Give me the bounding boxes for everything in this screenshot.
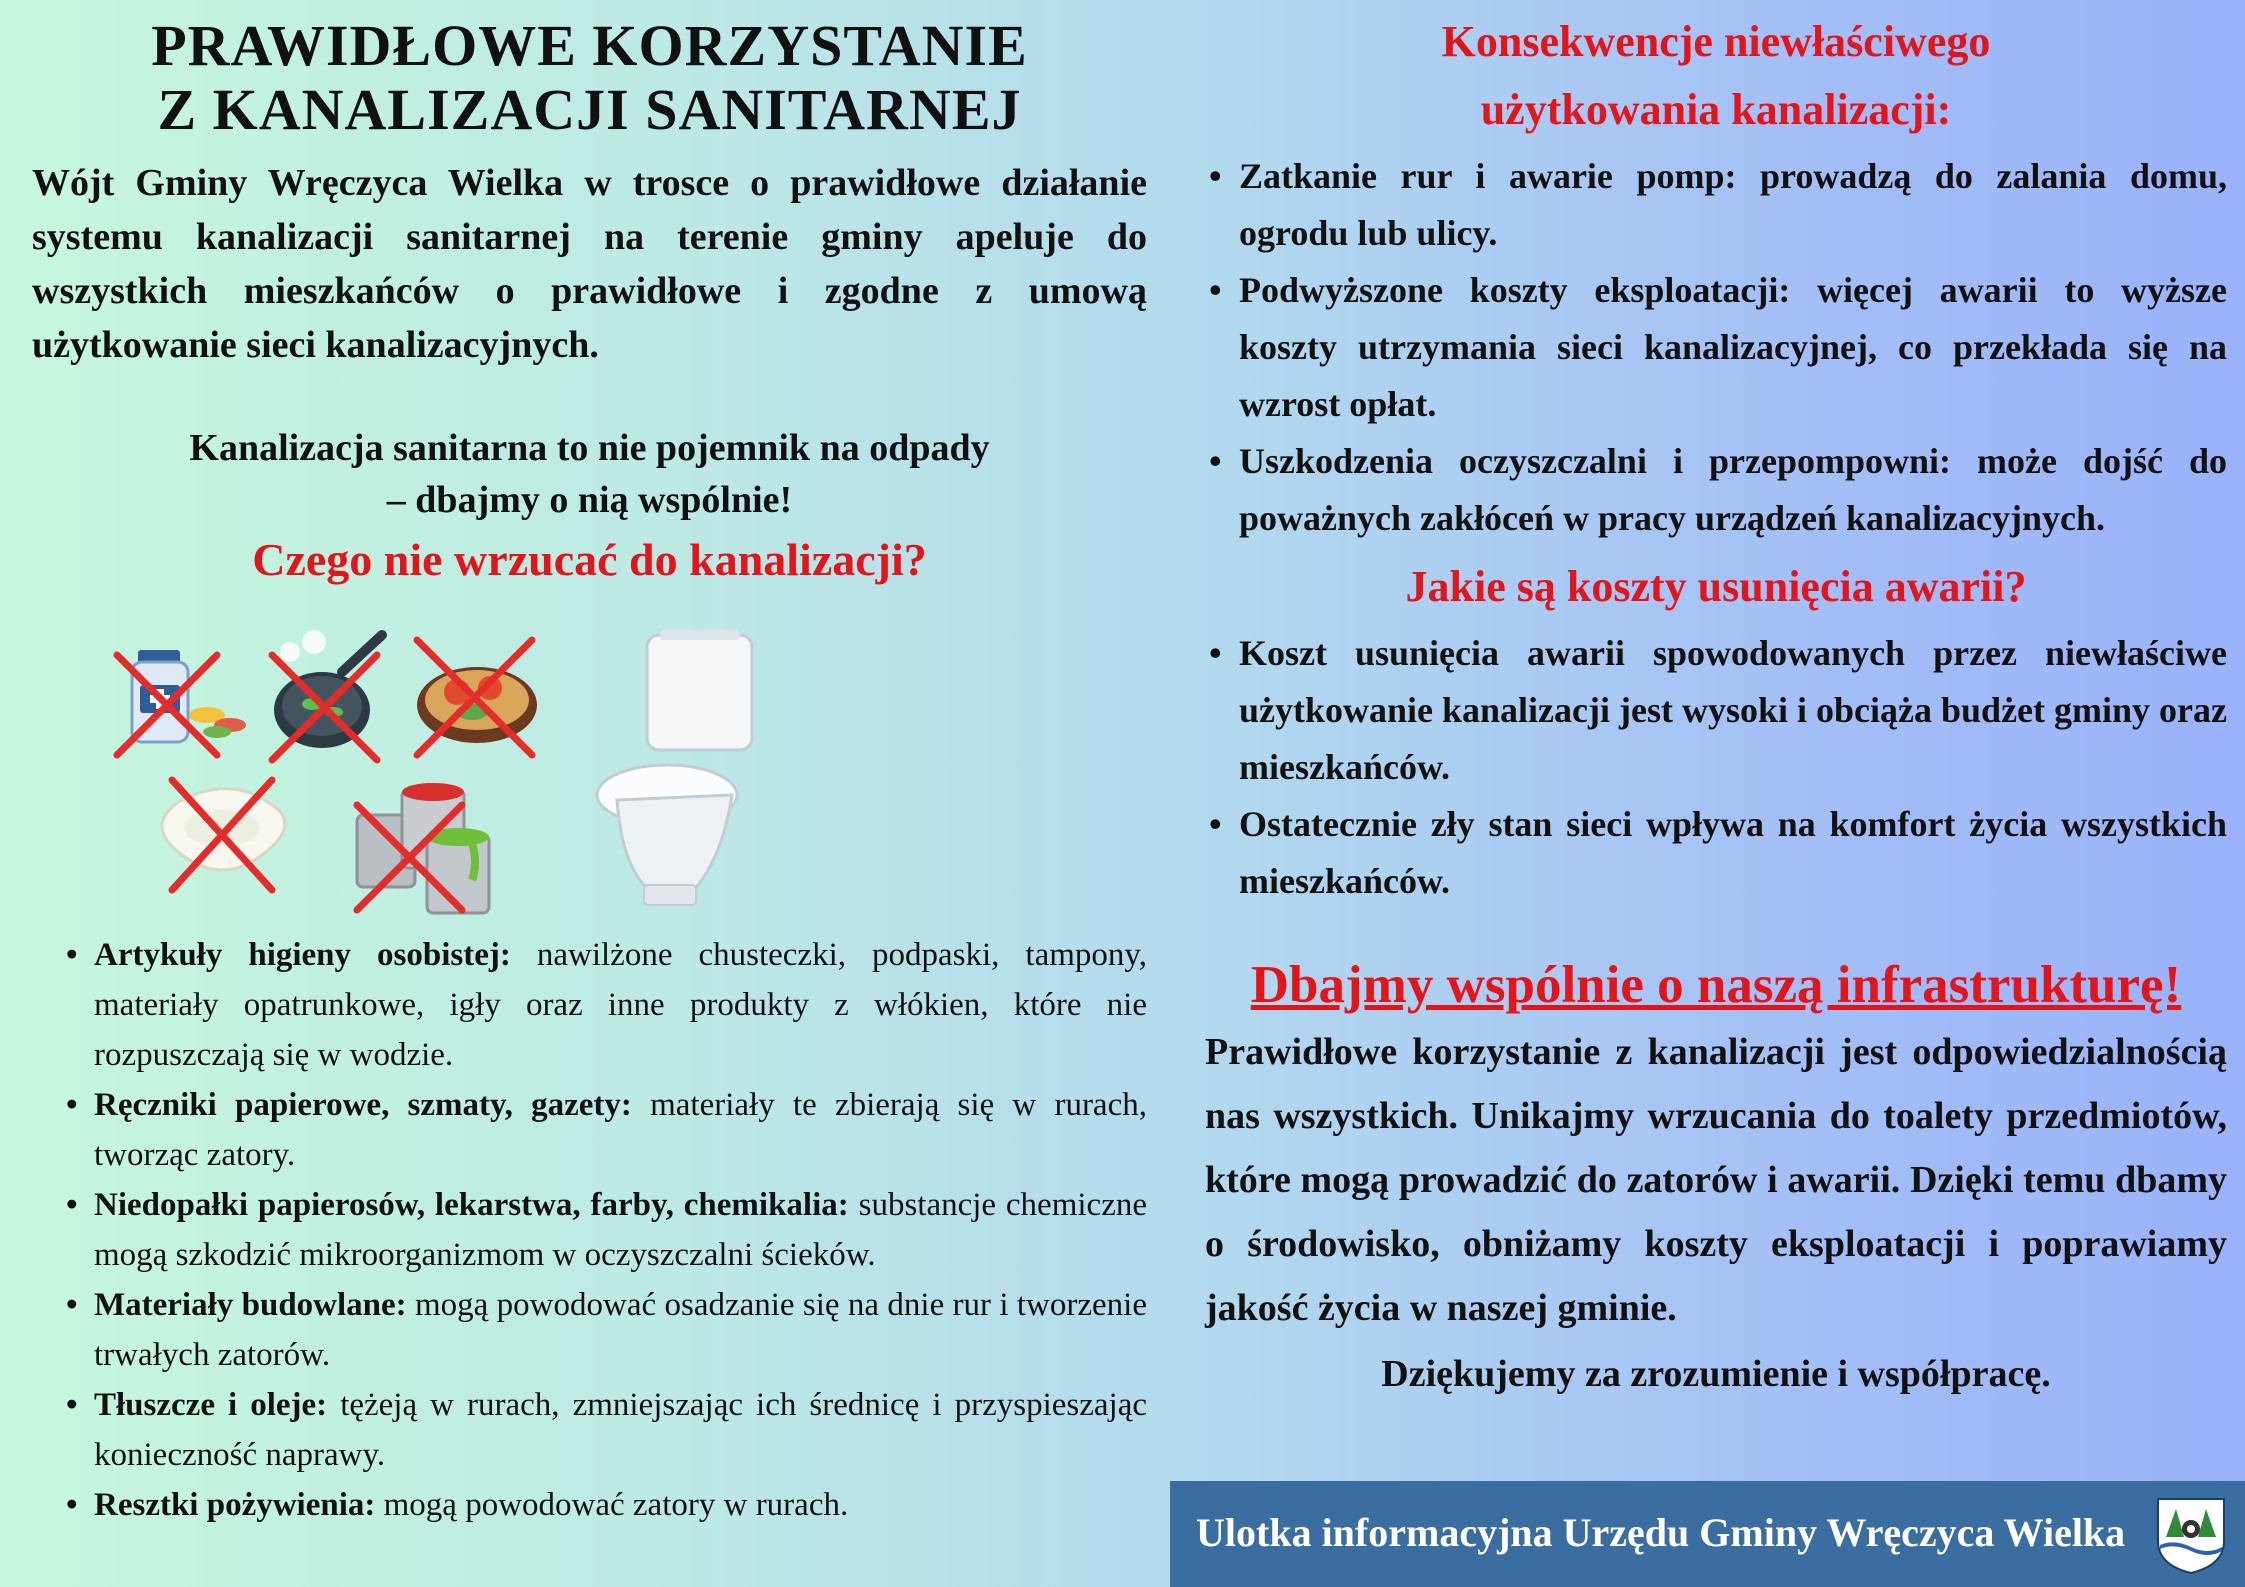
municipality-crest-icon: [2154, 1495, 2228, 1575]
item-desc: mogą powodować zatory w rurach.: [375, 1487, 849, 1523]
list-item: • Uszkodzenia oczyszczalni i przepompowni: może dojść do poważnych zakłóceń w pracy urządzeń kanalizacyjnych.: [1205, 433, 2227, 547]
list-item: • Zatkanie rur i awarie pomp: prowadzą do zalania domu, ogrodu lub ulicy.: [1205, 148, 2227, 262]
frying-pan-icon: [272, 630, 382, 760]
motto-line-2: – dbajmy o nią wspólnie!: [386, 479, 793, 521]
right-column: [1205, 8, 2227, 1406]
footer-text: Ulotka informacyjna Urzędu Gminy Wręczyca Wielka: [1196, 1510, 2126, 1555]
consequences-list: [1205, 148, 2227, 547]
slogan: Dbajmy wspólnie o naszą infrastrukturę!: [1250, 956, 2182, 1014]
consequences-heading-line-1: Konsekwencje niewłaściwego: [1441, 17, 1991, 66]
closing-paragraph: Prawidłowe korzystanie z kanalizacji jest odpowiedzialnością nas wszystkich. Unikajmy wrzucania do toalety przedmiotów, które mogą prowadzić do zatorów i awarii. Dzięki temu dbamy o środowisko, obniżamy koszty eksploatacji i poprawiamy jakość życia w naszej gminie.: [1205, 1031, 2227, 1329]
item-desc: substancje chemiczne mogą szkodzić mikroorganizmom w oczyszczalni ścieków.: [94, 1187, 1147, 1273]
list-item: • Koszt usunięcia awarii spowodowanych przez niewłaściwe użytkowanie kanalizacji jest wysoki i obciąża budżet gminy oraz mieszkańców.: [1205, 625, 2227, 796]
thanks-line: Dziękujemy za zrozumienie i współpracę.: [1381, 1353, 2051, 1395]
item-desc: tężeją w rurach, zmniejszając ich średnicę i przyspieszając konieczność naprawy.: [94, 1387, 1147, 1473]
item-desc: nawilżone chusteczki, podpaski, tampony, materiały opatrunkowe, igły oraz inne produkty z włókien, które nie rozpuszczają się w wodzie.: [94, 937, 1147, 1073]
page-title: [32, 14, 1147, 142]
item-desc: mogą powodować osadzanie się na dnie rur i tworzenie trwałych zatorów.: [94, 1287, 1147, 1373]
list-item: [32, 1080, 1147, 1180]
title-line-2: Z KANALIZACJI SANITARNEJ: [157, 77, 1022, 142]
list-item: • Ostatecznie zły stan sieci wpływa na komfort życia wszystkich mieszkańców.: [1205, 796, 2227, 910]
illustrations: [32, 630, 1147, 930]
sanitary-pad-icon: [162, 780, 285, 890]
motto: [32, 422, 1147, 526]
item-term: Ręczniki papierowe, szmaty, gazety:: [94, 1087, 632, 1123]
footer-banner: [1170, 1481, 2245, 1587]
list-item: [32, 1380, 1147, 1480]
item-term: Resztki pożywienia:: [94, 1487, 376, 1523]
intro-paragraph: Wójt Gminy Wręczyca Wielka w trosce o prawidłowe działanie systemu kanalizacji sanitarnej na terenie gminy apeluje do wszystkich mieszkańców o prawidłowe i zgodne z umową użytkowanie sieci kanalizacyjnych.: [32, 162, 1147, 366]
title-line-1: PRAWIDŁOWE KORZYSTANIE: [151, 13, 1028, 78]
items-heading: Czego nie wrzucać do kanalizacji?: [252, 534, 927, 585]
consequences-heading-line-2: użytkowania kanalizacji:: [1480, 85, 1952, 134]
consequences-heading: [1205, 8, 2227, 144]
item-desc: materiały te zbierają się w rurach, tworząc zatory.: [94, 1087, 1147, 1173]
motto-line-1: Kanalizacja sanitarna to nie pojemnik na odpady: [189, 427, 990, 469]
toilet-icon: [597, 630, 752, 905]
list-item: [32, 1280, 1147, 1380]
list-item: • Podwyższone koszty eksploatacji: więcej awarii to wyższe koszty utrzymania sieci kanalizacyjnej, co przekłada się na wzrost opłat.: [1205, 262, 2227, 433]
costs-list: [1205, 625, 2227, 910]
item-term: Tłuszcze i oleje:: [94, 1387, 328, 1423]
item-term: Materiały budowlane:: [94, 1287, 407, 1323]
illustrations-svg: [32, 630, 1147, 930]
costs-heading: Jakie są koszty usunięcia awarii?: [1405, 562, 2027, 611]
list-item: [32, 930, 1147, 1080]
list-item: [32, 1180, 1147, 1280]
medicine-jar-icon: [117, 650, 246, 755]
forbidden-items-list: [32, 930, 1147, 1530]
item-term: Artykuły higieny osobistej:: [94, 937, 511, 973]
food-bowl-icon: [417, 640, 537, 755]
paint-cans-icon: [357, 783, 489, 913]
item-term: Niedopałki papierosów, lekarstwa, farby, chemikalia:: [94, 1187, 849, 1223]
list-item: [32, 1480, 1147, 1530]
left-column: [32, 14, 1147, 1530]
